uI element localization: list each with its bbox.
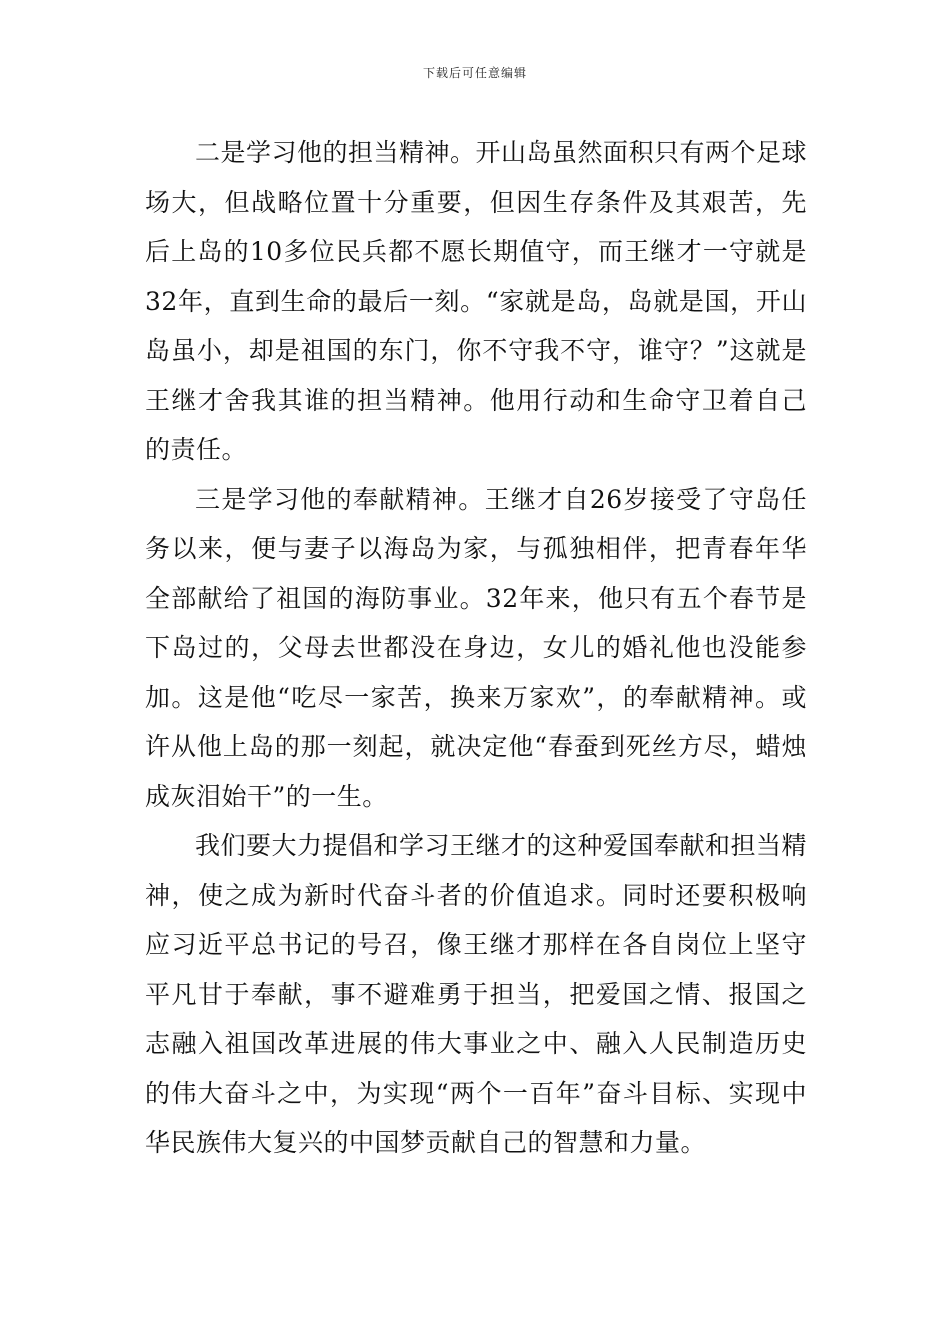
page-header-note: 下载后可任意编辑 [422,66,527,80]
paragraph-call-to-action: 我们要大力提倡和学习王继才的这种爱国奉献和担当精神，使之成为新时代奋斗者的价值追求。同时还要积极响应习近平总书记的号召，像王继才那样在各自岗位上坚守平凡甘于奉献，事不避难勇于担当，把爱国之情、报国之志融入祖国改革进展的伟大事业之中、融入人民制造历史的伟大奋斗之中，为实现“两个一百年”奋斗目标、实现中华民族伟大复兴的中国梦贡献自己的智慧和力量。 [145,831,808,1157]
document-body [145,128,807,1168]
paragraph-responsibility: 二是学习他的担当精神。开山岛虽然面积只有两个足球场大，但战略位置十分重要，但因生存条件及其艰苦，先后上岛的10多位民兵都不愿长期值守，而王继才一守就是32年，直到生命的最后一刻。“家就是岛，岛就是国，开山岛虽小，却是祖国的东门，你不守我不守，谁守？”这就是王继才舍我其谁的担当精神。他用行动和生命守卫着自己的责任。 [145,138,808,464]
paragraph-dedication: 三是学习他的奉献精神。王继才自26岁接受了守岛任务以来，便与妻子以海岛为家，与孤独相伴，把青春年华全部献给了祖国的海防事业。32年来，他只有五个春节是下岛过的，父母去世都没在身边，女儿的婚礼他也没能参加。这是他“吃尽一家苦，换来万家欢”，的奉献精神。或许从他上岛的那一刻起，就决定他“春蚕到死丝方尽，蜡烛成灰泪始干”的一生。 [145,484,807,811]
